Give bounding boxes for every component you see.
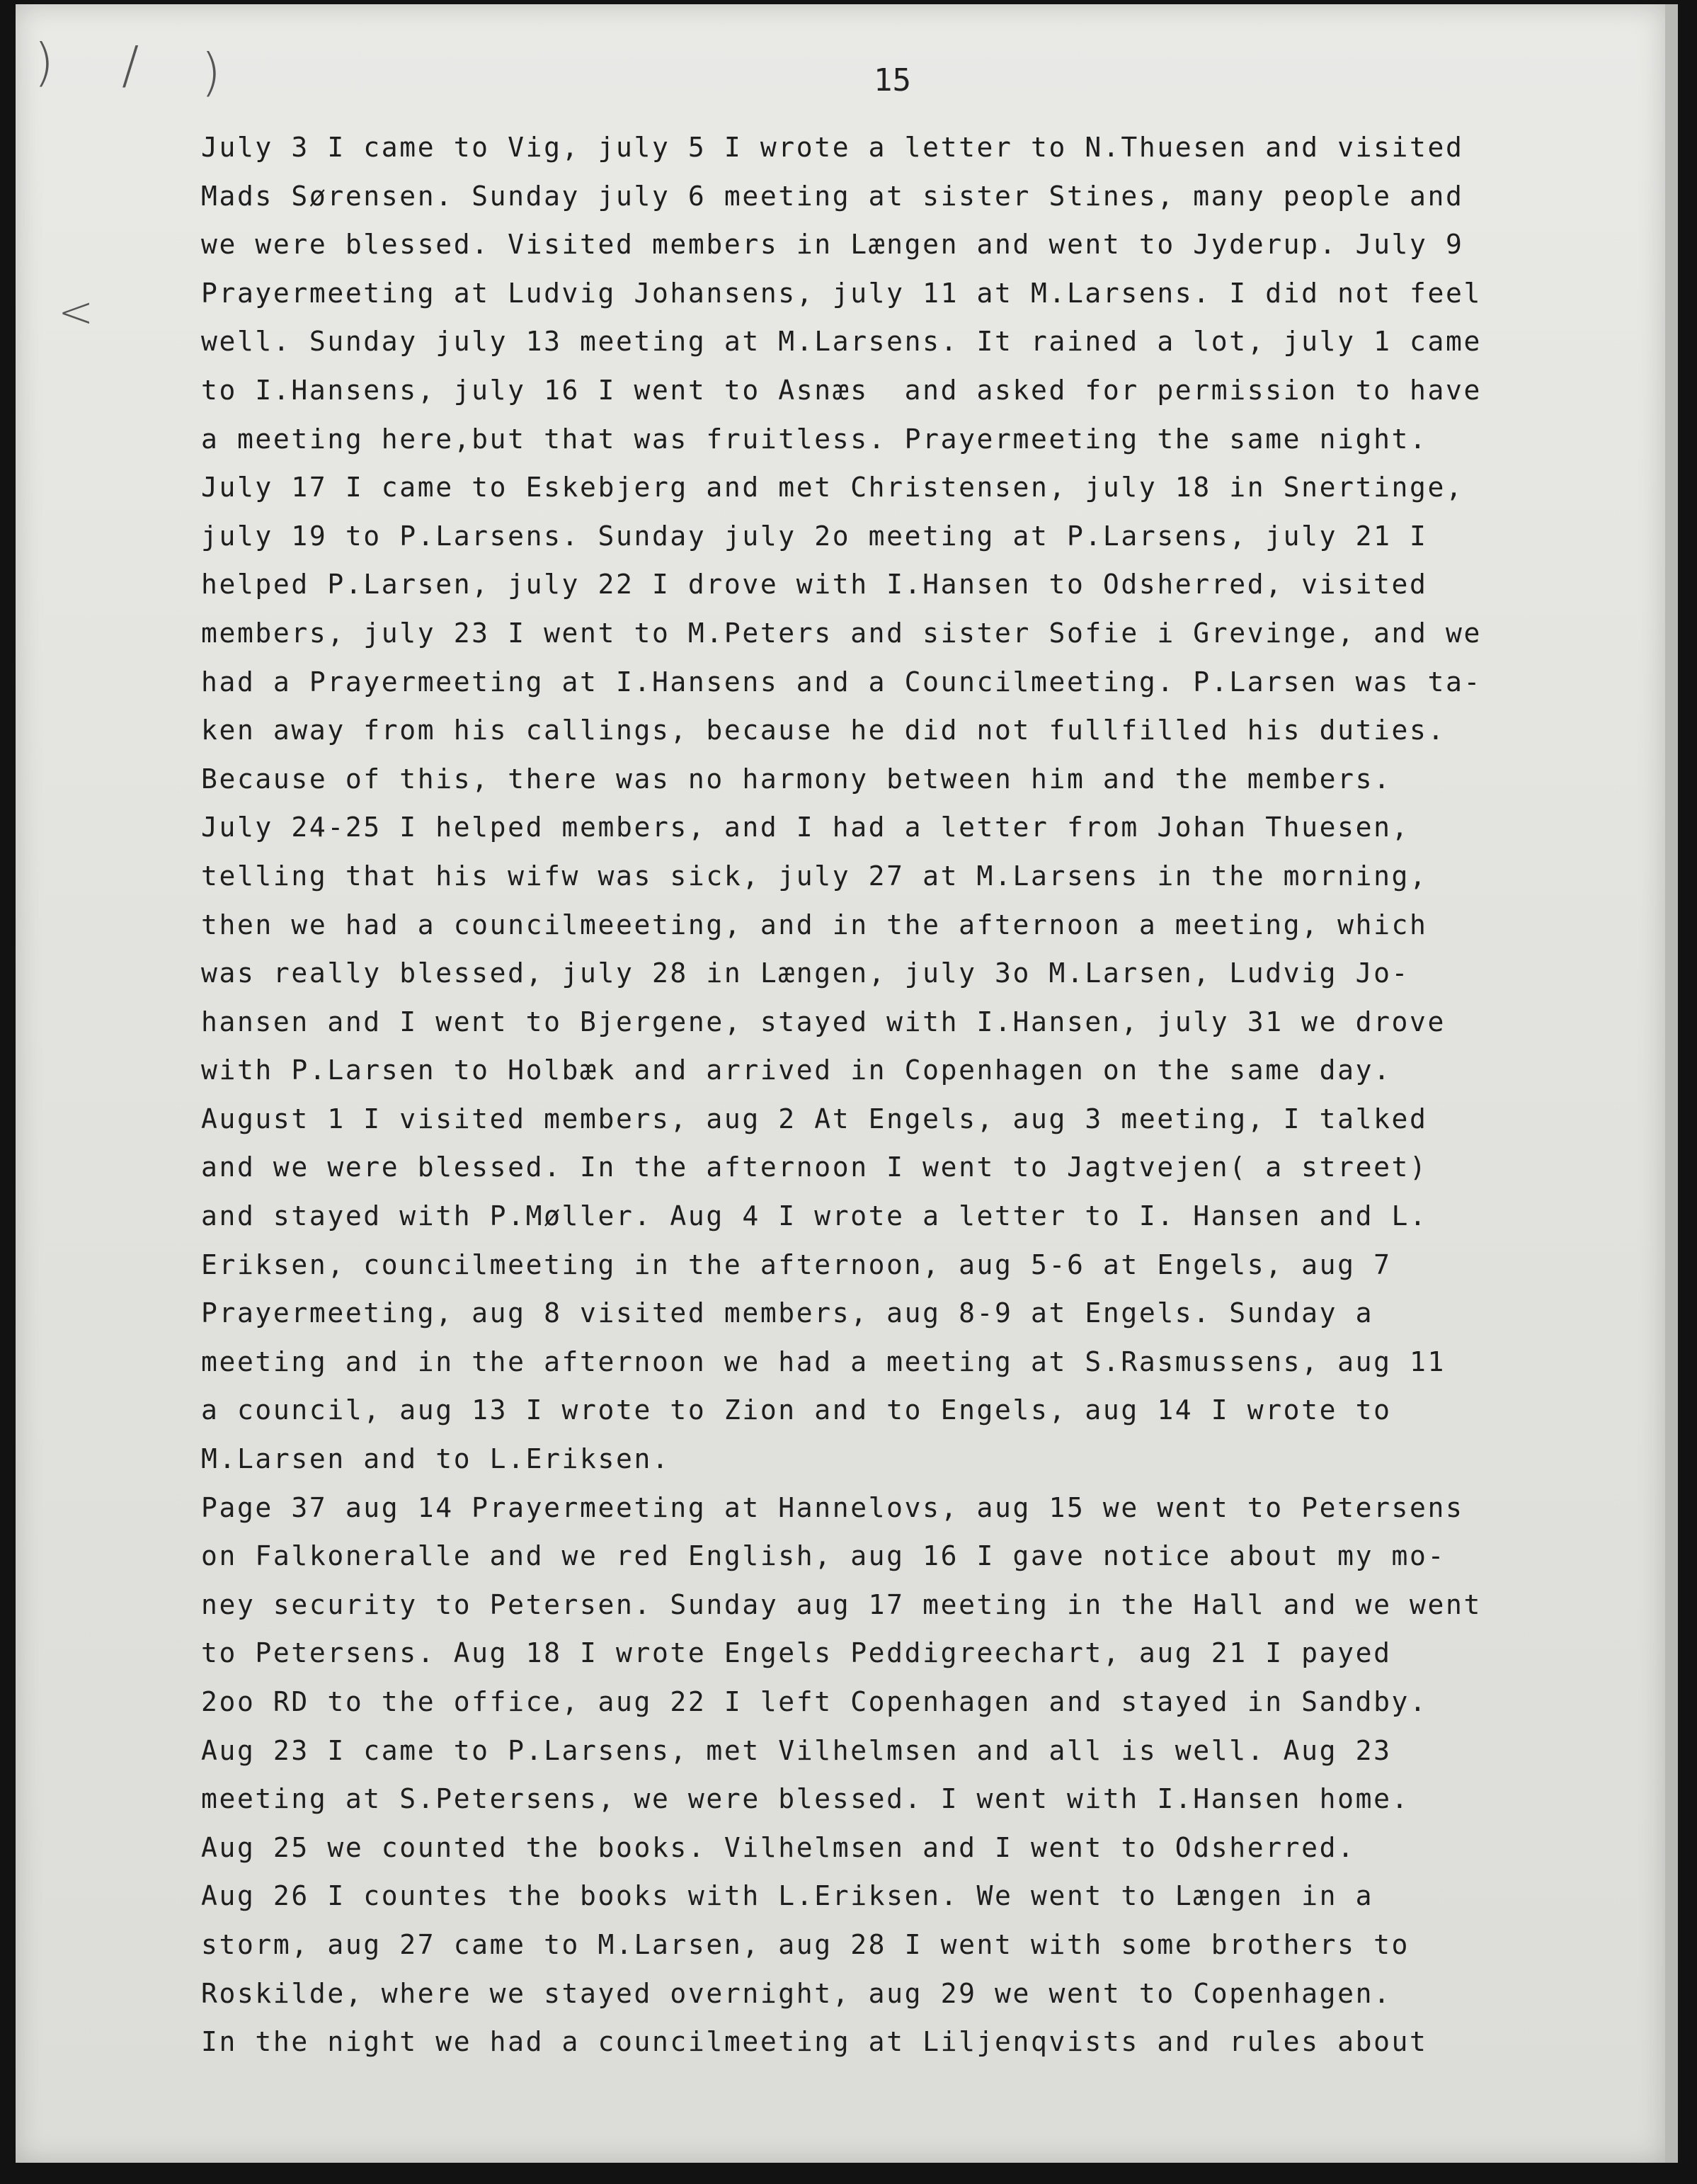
- text-line: July 3 I came to Vig, july 5 I wrote a letter to N.Thuesen and visited: [201, 132, 1464, 163]
- pencil-mark-icon: <: [58, 288, 94, 337]
- pencil-mark-icon: /: [122, 35, 139, 95]
- text-line: Eriksen, councilmeeting in the afternoon, aug 5-6 at Engels, aug 7: [201, 1249, 1392, 1280]
- text-line: M.Larsen and to L.Eriksen.: [201, 1443, 670, 1475]
- text-line: a council, aug 13 I wrote to Zion and to Engels, aug 14 I wrote to: [201, 1394, 1392, 1426]
- page-number: 15: [874, 62, 911, 98]
- text-line: hansen and I went to Bjergene, stayed with I.Hansen, july 31 we drove: [201, 1006, 1446, 1037]
- text-line: July 17 I came to Eskebjerg and met Christensen, july 18 in Snertinge,: [201, 472, 1464, 504]
- pencil-mark-icon: ): [34, 33, 55, 92]
- text-line: and stayed with P.Møller. Aug 4 I wrote a letter to I. Hansen and L.: [201, 1200, 1428, 1232]
- text-line: Aug 25 we counted the books. Vilhelmsen and I went to Odsherred.: [201, 1831, 1356, 1863]
- text-line: 2oo RD to the office, aug 22 I left Copenhagen and stayed in Sandby.: [201, 1686, 1428, 1717]
- text-line: Roskilde, where we stayed overnight, aug 29 we went to Copenhagen.: [201, 1977, 1392, 2009]
- text-line: In the night we had a councilmeeting at Liljenqvists and rules about: [201, 2026, 1428, 2058]
- text-line: to I.Hansens, july 16 I went to Asnæs and asked for permission to have: [201, 374, 1482, 406]
- text-line: to Petersens. Aug 18 I wrote Engels Peddigreechart, aug 21 I payed: [201, 1637, 1392, 1669]
- text-line: telling that his wifw was sick, july 27 at M.Larsens in the morning,: [201, 860, 1428, 892]
- pencil-mark-icon: ): [201, 42, 222, 102]
- text-line: july 19 to P.Larsens. Sunday july 2o meeting at P.Larsens, july 21 I: [201, 520, 1428, 552]
- text-line: Prayermeeting at Ludvig Johansens, july 11 at M.Larsens. I did not feel: [201, 277, 1482, 309]
- text-line: a meeting here,but that was fruitless. Prayermeeting the same night.: [201, 423, 1428, 455]
- text-line: and we were blessed. In the afternoon I went to Jagtvejen( a street): [201, 1151, 1428, 1183]
- typewritten-text: [201, 123, 1638, 2066]
- text-line: Prayermeeting, aug 8 visited members, aug 8-9 at Engels. Sunday a: [201, 1297, 1374, 1329]
- text-line: with P.Larsen to Holbæk and arrived in Copenhagen on the same day.: [201, 1054, 1392, 1086]
- text-line: on Falkoneralle and we red English, aug 16 I gave notice about my mo-: [201, 1540, 1446, 1572]
- text-line: members, july 23 I went to M.Peters and sister Sofie i Grevinge, and we: [201, 617, 1482, 649]
- text-line: August 1 I visited members, aug 2 At Engels, aug 3 meeting, I talked: [201, 1103, 1428, 1134]
- text-line: was really blessed, july 28 in Længen, july 3o M.Larsen, Ludvig Jo-: [201, 957, 1410, 989]
- text-line: then we had a councilmeeeting, and in the afternoon a meeting, which: [201, 909, 1428, 940]
- text-line: we were blessed. Visited members in Længen and went to Jyderup. July 9: [201, 229, 1464, 261]
- text-line: July 24-25 I helped members, and I had a letter from Johan Thuesen,: [201, 812, 1410, 843]
- text-line: ney security to Petersen. Sunday aug 17 meeting in the Hall and we went: [201, 1588, 1482, 1620]
- document-page: [16, 4, 1678, 2163]
- text-line: well. Sunday july 13 meeting at M.Larsens. It rained a lot, july 1 came: [201, 326, 1482, 358]
- text-line: Page 37 aug 14 Prayermeeting at Hannelovs, aug 15 we went to Petersens: [201, 1491, 1464, 1523]
- text-line: storm, aug 27 came to M.Larsen, aug 28 I went with some brothers to: [201, 1928, 1410, 1960]
- text-line: meeting and in the afternoon we had a meeting at S.Rasmussens, aug 11: [201, 1346, 1446, 1377]
- text-line: Aug 23 I came to P.Larsens, met Vilhelmsen and all is well. Aug 23: [201, 1734, 1392, 1766]
- text-line: Because of this, there was no harmony between him and the members.: [201, 763, 1392, 795]
- text-line: ken away from his callings, because he did not fullfilled his duties.: [201, 715, 1446, 746]
- text-line: meeting at S.Petersens, we were blessed. I went with I.Hansen home.: [201, 1783, 1410, 1815]
- text-line: had a Prayermeeting at I.Hansens and a Councilmeeting. P.Larsen was ta-: [201, 666, 1482, 698]
- text-line: helped P.Larsen, july 22 I drove with I.Hansen to Odsherred, visited: [201, 569, 1428, 601]
- text-line: Aug 26 I countes the books with L.Eriksen. We went to Længen in a: [201, 1880, 1374, 1912]
- text-line: Mads Sørensen. Sunday july 6 meeting at sister Stines, many people and: [201, 180, 1464, 212]
